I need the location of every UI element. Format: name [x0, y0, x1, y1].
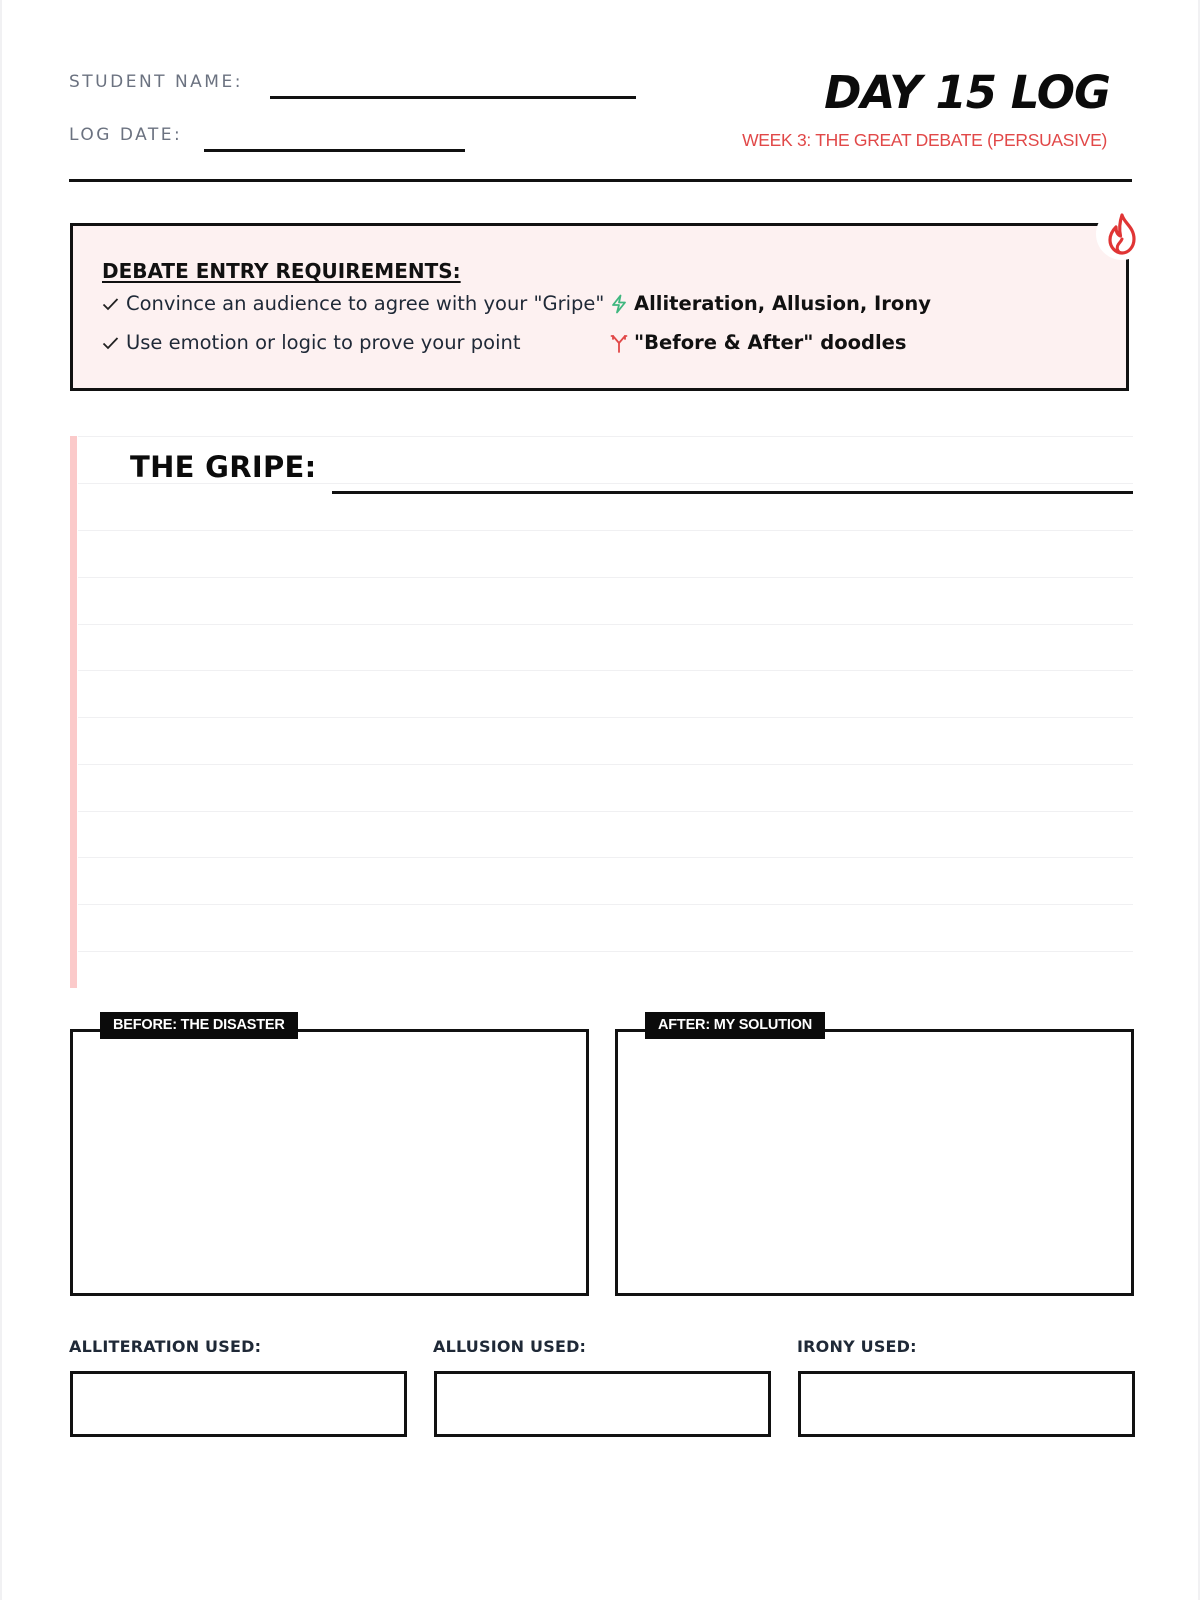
log-date-field[interactable]	[204, 149, 465, 152]
irony-field[interactable]	[798, 1371, 1135, 1437]
ruled-line	[78, 436, 1133, 437]
worksheet-page	[2, 0, 1198, 1600]
requirement-item	[102, 331, 521, 354]
page-subtitle: WEEK 3: THE GREAT DEBATE (PERSUASIVE)	[742, 130, 1107, 150]
ruled-line	[78, 717, 1133, 718]
ruled-line	[78, 670, 1133, 671]
irony-label: IRONY USED:	[797, 1337, 917, 1356]
checkmark-icon	[102, 297, 126, 311]
checkmark-icon	[102, 336, 126, 350]
requirement-item	[610, 292, 931, 315]
ruled-line	[78, 904, 1133, 905]
student-name-label: STUDENT NAME:	[69, 72, 243, 92]
gripe-label: THE GRIPE:	[130, 450, 317, 484]
branch-arrows-icon	[610, 333, 634, 353]
flame-icon	[1096, 208, 1148, 260]
requirement-text: Use emotion or logic to prove your point	[126, 331, 521, 354]
alliteration-label: ALLITERATION USED:	[69, 1337, 262, 1356]
ruled-line	[78, 577, 1133, 578]
allusion-field[interactable]	[434, 1371, 771, 1437]
ruled-line	[78, 764, 1133, 765]
ruled-line	[78, 530, 1133, 531]
before-doodle-box[interactable]	[70, 1017, 589, 1296]
ruled-line	[78, 811, 1133, 812]
ruled-line	[78, 857, 1133, 858]
requirements-title: DEBATE ENTRY REQUIREMENTS:	[102, 259, 461, 283]
header-divider	[69, 179, 1132, 182]
ruled-line	[78, 951, 1133, 952]
page-title: DAY 15 LOG	[824, 66, 1110, 119]
requirements-box	[70, 223, 1129, 391]
student-name-field[interactable]	[270, 96, 636, 99]
log-date-label: LOG DATE:	[69, 125, 183, 145]
after-doodle-box[interactable]	[615, 1017, 1134, 1296]
requirement-text: Alliteration, Allusion, Irony	[634, 292, 931, 315]
before-doodle-label: BEFORE: THE DISASTER	[100, 1012, 298, 1039]
requirement-item	[102, 292, 604, 315]
requirement-text: "Before & After" doodles	[634, 331, 907, 354]
requirement-text: Convince an audience to agree with your "Gripe"	[126, 292, 605, 315]
lightning-icon	[610, 294, 634, 314]
requirement-item	[610, 331, 906, 354]
alliteration-field[interactable]	[70, 1371, 407, 1437]
margin-line	[70, 436, 77, 988]
after-doodle-label: AFTER: MY SOLUTION	[645, 1012, 825, 1039]
gripe-writing-area[interactable]	[70, 436, 1134, 988]
ruled-line	[78, 624, 1133, 625]
allusion-label: ALLUSION USED:	[433, 1337, 587, 1356]
gripe-title-field[interactable]	[332, 491, 1133, 494]
